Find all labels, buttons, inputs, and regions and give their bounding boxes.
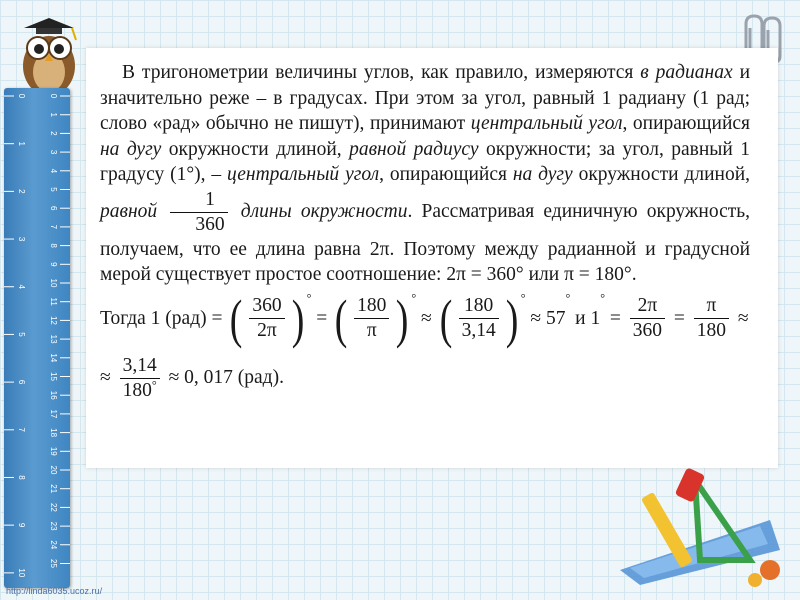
ruler-label: 6 (17, 379, 26, 385)
fraction-denominator: 360 (632, 320, 663, 341)
degree-mark: ° (306, 290, 312, 305)
ruler-label: 6 (49, 205, 58, 211)
ruler-label: 8 (17, 475, 26, 480)
ruler-label: 12 (49, 315, 58, 325)
ruler-label: 10 (49, 278, 58, 288)
ruler-label: 8 (49, 243, 58, 248)
text-segment: , опирающийся (379, 164, 513, 185)
equals-sign: = (673, 307, 685, 329)
ruler-label: 7 (49, 224, 58, 230)
main-text (100, 60, 750, 403)
fraction-denominator: π (366, 320, 377, 341)
ruler-label: 14 (49, 353, 58, 363)
text-italic: равной радиусу (349, 138, 479, 160)
ruler-label: 21 (49, 484, 58, 494)
text-segment: окружности длиной, (572, 164, 751, 185)
ruler-label: 2 (17, 189, 26, 194)
ruler-label: 2 (49, 131, 58, 136)
ruler-label: 20 (49, 465, 58, 475)
approx-57: ≈ 57 (530, 307, 566, 329)
footer-link[interactable]: http://linda6035.ucoz.ru/ (6, 586, 103, 596)
paren-close: ) (396, 288, 409, 349)
ruler-label: 0 (49, 93, 58, 99)
ruler-label: 3 (49, 149, 58, 155)
text-segment: окружности; за угол, равный 1 градусу (1°), – (100, 138, 750, 185)
paren-close: ) (505, 288, 519, 349)
degree-mark: ° (411, 290, 417, 305)
text-segment: В тригонометрии величины углов, как правило, измеряются (122, 62, 641, 83)
degree-mark: ° (565, 290, 571, 305)
text-italic: центральный угол (470, 113, 623, 134)
fraction-numerator: 180 (459, 294, 499, 319)
fraction-numerator: 180 (354, 294, 389, 319)
formula-degree (100, 354, 750, 403)
ruler-label: 25 (49, 559, 58, 568)
fraction-360-2pi (249, 294, 284, 343)
fraction-numerator: π (694, 294, 729, 319)
formula-result: ≈ 0, 017 (рад). (168, 367, 284, 389)
approx-sign: ≈ (421, 307, 432, 329)
ruler-label: 5 (49, 187, 58, 192)
fraction-numerator: 1 (170, 188, 227, 213)
ruler-label: 13 (49, 334, 58, 344)
school-tools-icon (600, 460, 790, 590)
text-italic: в радианах (640, 62, 733, 83)
ruler-label: 3 (17, 236, 26, 242)
paren-open: ( (439, 288, 452, 349)
approx-sign: ≈ (100, 367, 111, 389)
ruler-label: 7 (17, 427, 26, 433)
fraction-denominator (120, 379, 160, 403)
equals-sign: = (609, 307, 621, 329)
fraction-314-180 (120, 354, 160, 403)
main-paragraph (100, 60, 750, 288)
fraction-denominator: 3,14 (461, 320, 496, 341)
text-segment: окружности длиной, (161, 138, 350, 160)
ruler-label: 18 (49, 428, 58, 438)
text-segment: и значительно реже – в градусах. При этом за угол, равный 1 радиану (1 рад; слово «рад» обычно не пишут), принимают (100, 62, 750, 134)
ruler-label: 1 (17, 141, 26, 146)
text-italic: на дугу (100, 138, 162, 160)
fraction-denominator: 360 (195, 213, 225, 235)
ruler-label: 0 (17, 93, 26, 99)
paren-open: ( (230, 288, 243, 349)
ruler-label: 16 (49, 390, 58, 400)
text-italic: длины окружности (240, 200, 408, 222)
text-italic: на дугу (512, 164, 573, 185)
ruler-label: 5 (17, 332, 26, 337)
approx-sign: ≈ (737, 307, 749, 329)
fraction-numerator: 3,14 (120, 354, 160, 379)
degree-mark: ° (600, 290, 606, 305)
formula-radian (100, 288, 750, 349)
ruler-label: 10 (17, 568, 26, 578)
formula-prefix: Тогда 1 (рад) = (100, 307, 223, 329)
fraction-pi-180 (694, 294, 729, 343)
fraction-180-pi (354, 294, 389, 343)
ruler-label: 19 (49, 446, 58, 456)
ruler-label: 4 (49, 168, 58, 174)
equals-sign: = (316, 307, 328, 329)
fraction-denominator: 180 (696, 320, 727, 341)
text-segment: , опирающийся (622, 113, 751, 134)
text-italic: равной (100, 200, 158, 222)
fraction-denominator: 2π (257, 320, 277, 341)
text-italic: центральный угол (227, 164, 380, 185)
fraction-numerator: 360 (249, 294, 284, 319)
ruler (4, 88, 70, 588)
fraction-one-360 (170, 188, 227, 237)
paren-close: ) (291, 288, 304, 349)
ruler-label: 11 (49, 297, 58, 306)
ruler-label: 4 (17, 284, 26, 289)
ruler-label: 23 (49, 521, 58, 531)
fraction-numerator: 2π (630, 294, 665, 319)
text-segment: . Рассматривая единичную окружность, получаем, что ее длина равна 2π. Поэтому между радианной и градусной мерой существует простое соотношение: 2π = 360° или π = 180°. (100, 200, 751, 285)
paren-open: ( (334, 288, 348, 349)
denominator-value: 180 (122, 379, 152, 401)
and-one-degree: и 1 (575, 307, 601, 329)
ruler-label: 17 (49, 409, 58, 419)
ruler-label: 9 (17, 522, 26, 528)
ruler-label: 15 (49, 372, 58, 381)
fraction-2pi-360 (630, 294, 665, 343)
degree-mark: ° (520, 290, 526, 305)
ruler-label: 1 (49, 112, 58, 117)
ruler-label: 24 (49, 540, 58, 550)
ruler-label: 9 (49, 262, 58, 267)
ruler-label: 22 (49, 502, 58, 512)
degree-mark: ° (151, 377, 157, 392)
fraction-180-314 (459, 294, 499, 343)
content-card (86, 48, 778, 468)
